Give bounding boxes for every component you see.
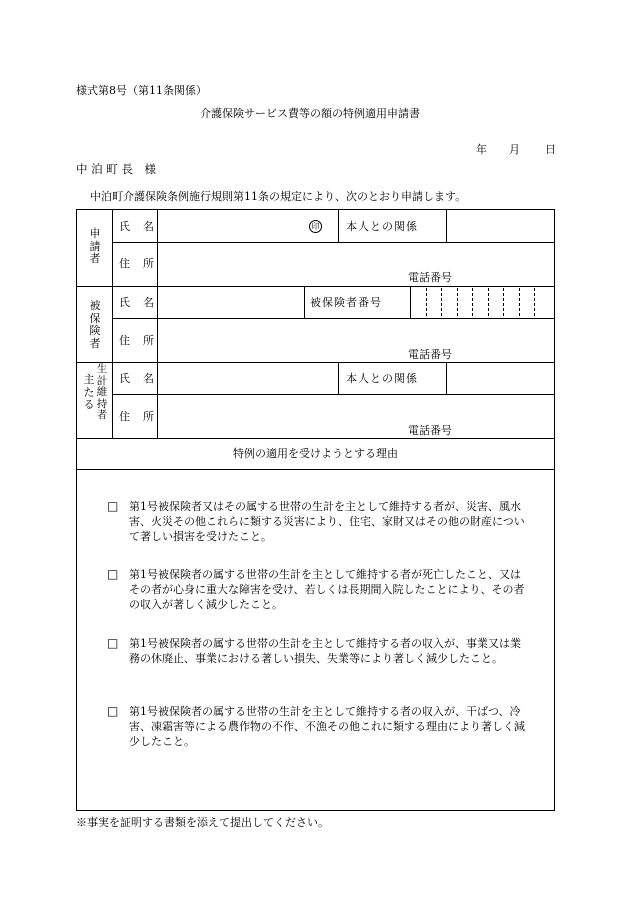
col-divider xyxy=(446,362,447,394)
applicant-relationship-field[interactable] xyxy=(449,212,552,240)
section-label-maintainer-b: 生計維持者 xyxy=(96,363,108,422)
date-month: 月 xyxy=(509,143,520,156)
applicant-name-field[interactable] xyxy=(162,212,300,240)
maintainer-relationship-field[interactable] xyxy=(449,364,552,392)
insured-name-field[interactable] xyxy=(162,288,300,316)
intro-text: 中泊町介護保険条例施行規則第11条の規定により、次のとおり申請します。 xyxy=(90,190,467,203)
reason-checkbox-4[interactable]: □ xyxy=(107,704,119,718)
insured-phone-label: 電話番号 xyxy=(408,348,452,361)
row-divider xyxy=(112,242,554,243)
applicant-relationship-label: 本人との関係 xyxy=(346,220,418,233)
seal-mark: 印 xyxy=(309,220,322,233)
section-divider xyxy=(77,362,554,363)
addressee: 中 泊 町 長 様 xyxy=(76,162,156,176)
section-label-applicant: 申請者 xyxy=(89,227,101,266)
maintainer-relationship-label: 本人との関係 xyxy=(346,372,418,385)
insured-name-label: 氏 名 xyxy=(119,296,155,309)
col-divider xyxy=(304,286,305,318)
application-form xyxy=(76,209,555,811)
reason-text-1: 第1号被保険者又はその属する世帯の生計を主として維持する者が、災害、風水害、火災その他これらに類する災害により、住宅、家財又はその他の財産について著しい損害を受けたこと。 xyxy=(129,500,525,543)
col-divider xyxy=(338,210,339,242)
reason-checkbox-2[interactable]: □ xyxy=(107,567,119,581)
applicant-phone-label: 電話番号 xyxy=(408,271,452,284)
insured-address-label: 住 所 xyxy=(119,334,155,347)
reason-checkbox-1[interactable]: □ xyxy=(107,499,119,513)
col-divider xyxy=(112,210,113,438)
insured-number-field[interactable] xyxy=(413,288,552,316)
maintainer-phone-label: 電話番号 xyxy=(408,424,452,437)
date-year: 年 xyxy=(476,143,487,156)
section-divider xyxy=(77,469,554,470)
col-divider xyxy=(410,286,411,318)
applicant-address-label: 住 所 xyxy=(119,257,155,270)
insured-address-field[interactable] xyxy=(162,321,552,345)
section-label-insured: 被保険者 xyxy=(89,299,101,350)
reason-text-2: 第1号被保険者の属する世帯の生計を主として維持する者が死亡したこと、又はその者が心身に重大な障害を受け、若しくは長期間入院したことにより、その者の収入が著しく減少したこと。 xyxy=(129,568,525,611)
col-divider xyxy=(338,362,339,394)
applicant-address-field[interactable] xyxy=(162,245,552,269)
footer-note: ※事実を証明する書類を添えて提出してください。 xyxy=(76,816,329,829)
reason-text-3: 第1号被保険者の属する世帯の生計を主として維持する者の収入が、事業又は業務の休廃止、事業における著しい損失、失業等により著しく減少したこと。 xyxy=(129,637,521,665)
maintainer-name-field[interactable] xyxy=(162,364,334,392)
maintainer-address-label: 住 所 xyxy=(119,410,155,423)
insured-number-label: 被保険者番号 xyxy=(310,296,382,309)
section-divider xyxy=(77,286,554,287)
date-day: 日 xyxy=(545,143,556,156)
col-divider xyxy=(157,210,158,438)
maintainer-name-label: 氏 名 xyxy=(119,372,155,385)
form-number: 様式第8号（第11条関係） xyxy=(76,84,207,97)
reason-checkbox-3[interactable]: □ xyxy=(107,636,119,650)
section-divider xyxy=(77,438,554,439)
row-divider xyxy=(112,318,554,319)
reason-text-4: 第1号被保険者の属する世帯の生計を主として維持する者の収入が、干ばつ、冷害、凍霜害等による農作物の不作、不漁その他これに類する理由により著しく減少したこと。 xyxy=(129,705,525,748)
reason-header: 特例の適用を受けようとする理由 xyxy=(233,447,398,460)
applicant-name-label: 氏 名 xyxy=(119,220,155,233)
maintainer-address-field[interactable] xyxy=(162,397,552,421)
form-title: 介護保険サービス費等の額の特例適用申請書 xyxy=(200,107,420,120)
section-label-maintainer-a: 主たる xyxy=(83,373,95,412)
col-divider xyxy=(446,210,447,242)
row-divider xyxy=(112,394,554,395)
